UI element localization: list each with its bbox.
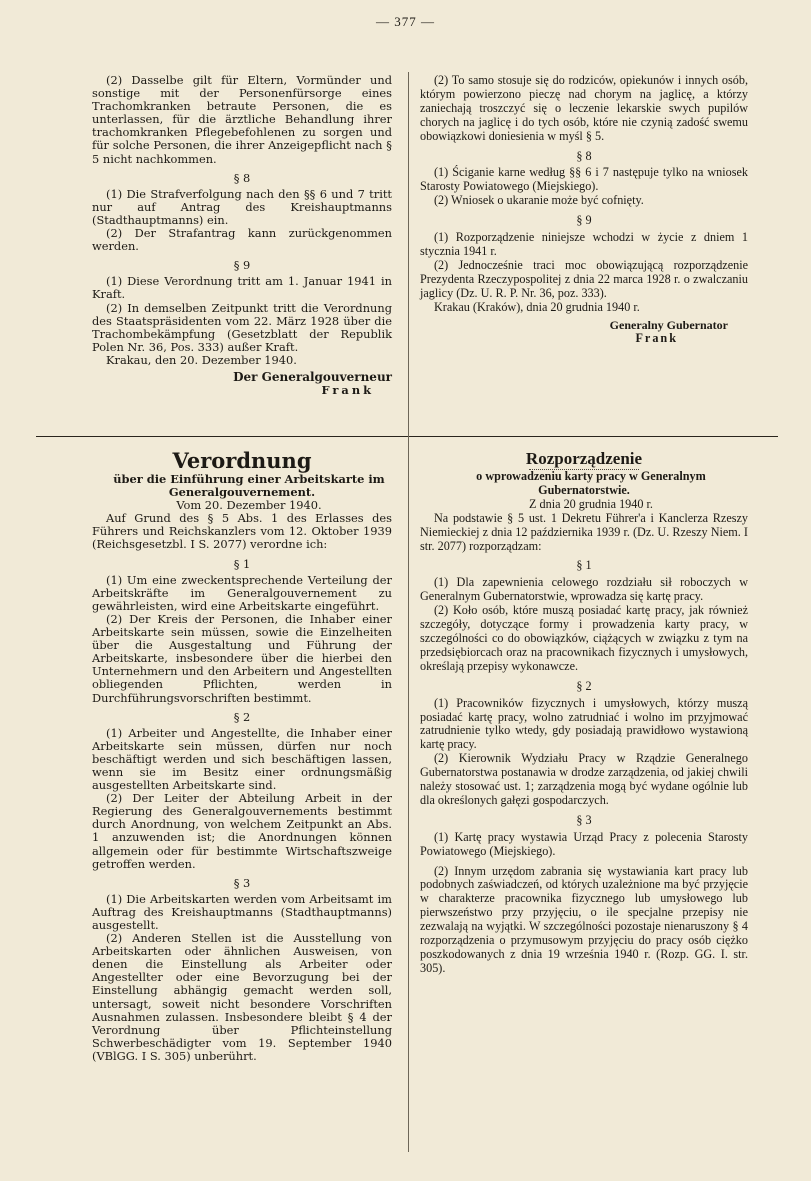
top-left-column	[92, 74, 392, 397]
place-date: Krakau, den 20. Dezember 1940.	[106, 352, 297, 367]
paragraph: (2) Jednocześnie traci moc obowiązującą rozporządzenie Prezydenta Rzeczypospolitej z dnia 22 marca 1928 r. o zwalczaniu jaglicy (Dz. U. R. P. Nr. 36, poz. 333).	[420, 257, 748, 300]
section-heading: § 2	[233, 709, 251, 724]
signature-title: Generalny Gubernator	[609, 317, 728, 332]
ordinance-subtitle: über die Einführung einer Arbeitskarte im Generalgouvernement.	[113, 472, 385, 500]
paragraph: (1) Dla zapewnienia celowego rozdziału sił roboczych w Generalnym Gubernatorstwie, wprowadza się kartę pracy.	[420, 575, 748, 604]
paragraph: (1) Arbeiter und Angestellte, die Inhaber einer Arbeitskarte sein müssen, dürfen nur noch beschäftigt werden und sich beschäftigen lassen, wenn sie im Besitz einer ordnungsmäßig ausgestellten Arbeitskarte sind.	[92, 725, 392, 793]
ordinance-date: Vom 20. Dezember 1940.	[176, 498, 322, 513]
section-heading: § 8	[233, 170, 251, 185]
paragraph: (2) Koło osób, które muszą posiadać kartę pracy, jak również szczegóły, dotyczące formy i prowadzenia karty pracy, w szczególności co do obowiązków, ciążących w związku z tym na przedsiębiorcach oraz na pracownikach fizycznych i umysłowych, określają przepisy wykonawcze.	[420, 603, 748, 673]
paragraph: (2) Wniosek o ukaranie może być cofnięty.	[434, 193, 644, 208]
section-heading: § 9	[233, 258, 251, 273]
paragraph: (2) Der Leiter der Abteilung Arbeit in der Regierung des Generalgouvernements bestimmt durch Anordnung, von welchem Zeitpunkt an Abs. 1 anzuwenden ist; die Anordnungen können allgemein oder für bestimmte Wirtschaftszweige getroffen werden.	[92, 791, 392, 871]
paragraph: Auf Grund des § 5 Abs. 1 des Erlasses des Führers und Reichskanzlers vom 12. Oktober 1939 (Reichsgesetzbl. I S. 2077) verordne ich:	[92, 511, 392, 552]
bottom-right-column	[420, 447, 748, 976]
section-heading: § 3	[576, 812, 592, 827]
column-rule	[408, 72, 409, 1152]
paragraph: (1) Kartę pracy wystawia Urząd Pracy z polecenia Starosty Powiatowego (Miejskiego).	[420, 829, 748, 858]
paragraph: (2) In demselben Zeitpunkt tritt die Verordnung des Staatspräsidenten vom 22. März 1928 über die Trachombekämpfung (Gesetzblatt der Republik Polen Nr. 36, Pos. 333) außer Kraft.	[92, 300, 392, 354]
paragraph: (1) Die Arbeitskarten werden vom Arbeitsamt im Auftrag des Kreishauptmanns (Stadthauptmanns) ausgestellt.	[92, 891, 392, 932]
section-heading: § 1	[233, 556, 251, 571]
paragraph: (1) Pracowników fizycznych i umysłowych, którzy muszą posiadać kartę pracy, wolno zatrudniać i wolno im przyjmować zatrudnienie tylko wtedy, gdy posiadają prawidłowo wystawioną kartę pracy.	[420, 695, 748, 752]
paragraph: (1) Die Strafverfolgung nach den §§ 6 und 7 tritt nur auf Antrag des Kreishauptmanns (Stadthauptmanns) ein.	[92, 186, 392, 227]
place-date: Krakau (Kraków), dnia 20 grudnia 1940 r.	[434, 299, 640, 314]
paragraph: (2) Der Kreis der Personen, die Inhaber einer Arbeitskarte sein müssen, sowie die Einzelheiten über die Ausgestaltung und Führung der Arbeitskarte, insbesondere über die hierbei den Unternehmern und den Arbeitern und Angestellten obliegenden Pflichten, werden in Durchführungsvorschriften bestimmt.	[92, 611, 392, 705]
paragraph: (2) Anderen Stellen ist die Ausstellung von Arbeitskarten oder ähnlichen Ausweisen, von denen die Einstellung als Arbeiter oder Angestellter oder eine Bevorzugung bei der Einstellung abhängig gemacht werden soll, untersagt, soweit nicht besondere Vorschriften Ausnahmen zulassen. Insbesondere bleibt § 4 der Verordnung über Pflichteinstellung Schwerbeschädigter vom 19. September 1940 (VBlGG. I S. 305) unberührt.	[92, 931, 392, 1063]
paragraph: (2) Innym urzędom zabrania się wystawiania kart pracy lub podobnych zaświadczeń, od których uzależnione ma być przyjęcie w charakterze pracownika fizycznego lub umysłowego lub pierwszeństwo przy przyjęciu, o ile specjalne przepisy nie zezwalają na wyjątki. W szczególności pozostaje nienaruszony § 4 rozporządzenia o przymusowym przyjęciu do pracy osób ciężko poszkodowanych z dnia 19 września 1940 r. (Rozp. GG. I. str. 305).	[420, 863, 748, 975]
paragraph: (1) Diese Verordnung tritt am 1. Januar 1941 in Kraft.	[92, 274, 392, 302]
paragraph: (2) Dasselbe gilt für Eltern, Vormünder und sonstige mit der Personenfürsorge eines Trachomkranken betraute Personen, die es unterlassen, für die ärztliche Behandlung ihrer trachomkranken Pflegebefohlenen zu sorgen und für solche Personen, die ihrer Anzeigepflicht nach § 5 nicht nachkommen.	[92, 73, 392, 166]
section-divider	[36, 436, 778, 437]
ordinance-date: Z dnia 20 grudnia 1940 r.	[529, 496, 653, 511]
signature-name: Frank	[635, 331, 678, 346]
ordinance-title: Rozporządzenie	[525, 449, 643, 468]
ordinance-title: Verordnung	[172, 448, 312, 473]
paragraph: Na podstawie § 5 ust. 1 Dekretu Führer'a i Kanclerza Rzeszy Niemieckiej z dnia 12 października 1939 r. (Dz. U. Rzeszy Niem. I str. 2077) rozporządzam:	[420, 510, 748, 553]
bottom-left-column	[92, 447, 392, 1063]
paragraph: (2) Kierownik Wydziału Pracy w Rządzie Generalnego Gubernatorstwa postanawia w drodze zarządzenia, od jakiej chwili należy stosować ust. 1; zarządzenia mogą być wydane ogólnie lub dla określonych gałęzi gospodarczych.	[420, 751, 748, 807]
paragraph: (2) To samo stosuje się do rodziców, opiekunów i innych osób, którym powierzono pieczę nad chorym na jaglicę, a którzy zaniechają troszczyć się o leczenie lekarskie swych pupilów chorych na jaglicę i do tych osób, które nie czynią zadość swemu obowiązkowi doniesienia w myśl § 5.	[420, 73, 748, 143]
top-right-column	[420, 74, 748, 346]
signature-title: Der Generalgouverneur	[233, 369, 392, 384]
section-heading: § 2	[576, 678, 592, 693]
section-heading: § 9	[576, 213, 592, 228]
ordinance-subtitle: o wprowadzeniu karty pracy w Generalnym Gubernatorstwie.	[476, 469, 706, 497]
paragraph: (1) Rozporządzenie niniejsze wchodzi w życie z dniem 1 stycznia 1941 r.	[420, 230, 748, 258]
section-heading: § 3	[233, 875, 251, 890]
page-number: — 377 —	[376, 14, 435, 29]
signature-name: Frank	[321, 383, 374, 398]
paragraph: (1) Ściganie karne według §§ 6 i 7 następuje tylko na wniosek Starosty Powiatowego (Miejskiego).	[420, 165, 748, 194]
paragraph: (1) Um eine zweckentsprechende Verteilung der Arbeitskräfte im Generalgouvernement zu gewährleisten, wird eine Arbeitskarte eingeführt.	[92, 572, 392, 613]
paragraph: (2) Der Strafantrag kann zurückgenommen werden.	[92, 226, 392, 254]
section-heading: § 8	[576, 148, 592, 163]
section-heading: § 1	[576, 558, 592, 573]
